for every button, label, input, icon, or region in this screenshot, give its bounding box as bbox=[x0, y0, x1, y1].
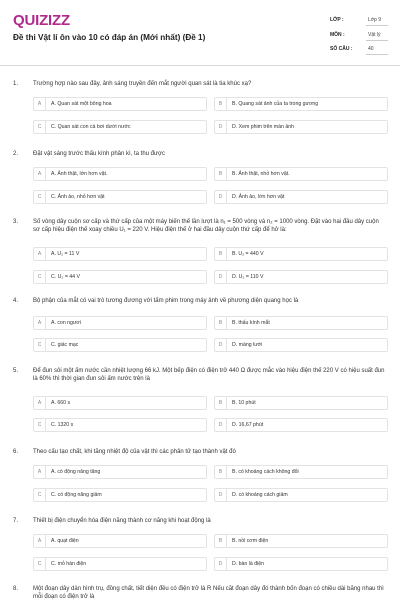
option-text: B. thấu kính mắt bbox=[232, 320, 270, 326]
option-a[interactable] bbox=[33, 316, 207, 330]
question-text: Để đun sôi một ấm nước cần nhiệt lượng 66 kJ. Một bếp điện có điện trở 440 Ω được mắc vào hiệu điện thế 220 V có hiệu suất đun là 60% thì thời gian đun sôi ấm nước trên là bbox=[33, 368, 385, 382]
option-text: D. Xem phim trên màn ảnh bbox=[232, 124, 294, 130]
option-letter: A bbox=[34, 168, 46, 180]
option-letter: C bbox=[34, 271, 46, 283]
option-text: B. 10 phút bbox=[232, 400, 256, 406]
option-letter: A bbox=[34, 248, 46, 260]
option-text: C. Ảnh ảo, nhỏ hơn vật bbox=[51, 194, 105, 200]
option-letter: D bbox=[215, 558, 227, 570]
option-letter: B bbox=[215, 98, 227, 110]
meta-subject-value: Vật lý bbox=[368, 32, 381, 38]
option-text: D. màng lưới bbox=[232, 342, 263, 348]
option-c[interactable] bbox=[33, 120, 207, 134]
option-letter: C bbox=[34, 419, 46, 431]
option-d[interactable] bbox=[214, 270, 388, 284]
option-b[interactable] bbox=[214, 247, 388, 261]
option-d[interactable] bbox=[214, 120, 388, 134]
option-text: C. Quan sát con cá bơi dưới nước bbox=[51, 124, 131, 130]
option-b[interactable] bbox=[214, 465, 388, 479]
question-number: 8. bbox=[13, 586, 19, 592]
option-d[interactable] bbox=[214, 338, 388, 352]
option-text: C. giác mạc bbox=[51, 342, 79, 348]
option-text: C. U₂ = 44 V bbox=[51, 274, 80, 280]
option-a[interactable] bbox=[33, 534, 207, 548]
question-text: Số vòng dây cuộn sơ cấp và thứ cấp của một máy biến thế lần lượt là n₁ = 500 vòng và n₂ = 1000 vòng. Đặt vào hai đầu dây cuộn sơ cấp hiệu điện thế xoay chiều U₁ = 220 V. Hiệu điện thế ở hai đầu dây cuộn thứ cấp để hở là: bbox=[33, 219, 379, 233]
option-letter: C bbox=[34, 489, 46, 501]
option-letter: A bbox=[34, 397, 46, 409]
option-a[interactable] bbox=[33, 167, 207, 181]
question-text: Bộ phận của mắt có vai trò tương đương với tấm phim trong máy ảnh về phương diện quang học là bbox=[33, 298, 299, 304]
option-letter: C bbox=[34, 121, 46, 133]
option-letter: B bbox=[215, 397, 227, 409]
question-number: 7. bbox=[13, 518, 19, 524]
option-d[interactable] bbox=[214, 418, 388, 432]
question-text: Đặt vật sáng trước thấu kính phân kì, ta thu được bbox=[33, 151, 165, 157]
option-letter: B bbox=[215, 317, 227, 329]
question-number: 6. bbox=[13, 449, 19, 455]
option-b[interactable] bbox=[214, 534, 388, 548]
option-letter: B bbox=[215, 466, 227, 478]
option-c[interactable] bbox=[33, 488, 207, 502]
option-a[interactable] bbox=[33, 97, 207, 111]
option-letter: A bbox=[34, 98, 46, 110]
option-text: D. Ảnh ảo, lớn hơn vật bbox=[232, 194, 285, 200]
option-letter: D bbox=[215, 419, 227, 431]
header-divider bbox=[0, 65, 400, 66]
option-letter: A bbox=[34, 466, 46, 478]
option-b[interactable] bbox=[214, 97, 388, 111]
option-text: C. mỏ hàn điện bbox=[51, 561, 87, 567]
option-c[interactable] bbox=[33, 190, 207, 204]
option-letter: C bbox=[34, 558, 46, 570]
option-text: A. Quan sát một bông hoa bbox=[51, 101, 112, 107]
question-8 bbox=[0, 585, 400, 600]
option-letter: A bbox=[34, 317, 46, 329]
question-number: 3. bbox=[13, 219, 19, 225]
option-d[interactable] bbox=[214, 557, 388, 571]
option-letter: D bbox=[215, 339, 227, 351]
option-text: B. nồi cơm điện bbox=[232, 538, 269, 544]
option-a[interactable] bbox=[33, 396, 207, 410]
option-letter: C bbox=[34, 191, 46, 203]
option-letter: B bbox=[215, 535, 227, 547]
option-b[interactable] bbox=[214, 396, 388, 410]
quizizz-logo: QUIZIZZ bbox=[13, 12, 70, 29]
option-text: D. U₂ = 110 V bbox=[232, 274, 264, 280]
question-number: 5. bbox=[13, 368, 19, 374]
question-number: 1. bbox=[13, 81, 19, 87]
option-a[interactable] bbox=[33, 465, 207, 479]
question-number: 2. bbox=[13, 151, 19, 157]
question-number: 4. bbox=[13, 298, 19, 304]
option-text: D. bàn là điện bbox=[232, 561, 265, 567]
meta-count-value: 40 bbox=[368, 46, 374, 52]
option-letter: D bbox=[215, 489, 227, 501]
option-c[interactable] bbox=[33, 418, 207, 432]
option-letter: C bbox=[34, 339, 46, 351]
question-text: Thiết bị điện chuyển hóa điện năng thành cơ năng khi hoạt động là bbox=[33, 518, 211, 524]
option-text: B. có khoảng cách không đổi bbox=[232, 469, 299, 475]
worksheet-header bbox=[0, 0, 400, 66]
option-text: B. Ảnh thật, nhỏ hơn vật. bbox=[232, 171, 290, 177]
option-text: B. Quang sát ảnh của ta trong gương bbox=[232, 101, 319, 107]
option-text: A. có động năng tăng bbox=[51, 469, 101, 475]
option-c[interactable] bbox=[33, 338, 207, 352]
question-text: Một đoạn dây dẫn hình trụ, đồng chất, tiết diện đều có điện trở là R Nếu cắt đoạn dây đó thành bốn đoạn có chiều dài bằng nhau thì mỗi đoạn có điện trở là bbox=[33, 586, 384, 600]
option-letter: D bbox=[215, 121, 227, 133]
option-text: C. 1320 s bbox=[51, 422, 74, 428]
option-letter: B bbox=[215, 168, 227, 180]
option-text: A. 660 s bbox=[51, 400, 71, 406]
question-text: Trường hợp nào sau đây, ảnh sáng truyền đến mắt người quan sát là tia khúc xạ? bbox=[33, 81, 252, 87]
meta-subject-label: MÔN : bbox=[330, 32, 345, 38]
option-text: A. U₂ = 11 V bbox=[51, 251, 80, 257]
option-text: A. Ảnh thật, lớn hơn vật. bbox=[51, 171, 108, 177]
option-letter: A bbox=[34, 535, 46, 547]
meta-count-label: SỐ CÂU : bbox=[330, 46, 353, 52]
option-letter: D bbox=[215, 191, 227, 203]
option-text: B. U₂ = 440 V bbox=[232, 251, 264, 257]
option-b[interactable] bbox=[214, 316, 388, 330]
option-text: C. có động năng giảm bbox=[51, 492, 102, 498]
option-a[interactable] bbox=[33, 247, 207, 261]
worksheet-title: Đề thi Vật lí ôn vào 10 có đáp án (Mới nhất) (Đề 1) bbox=[13, 33, 206, 42]
meta-grade-value: Lớp 9 bbox=[368, 17, 382, 23]
option-text: A. con ngươi bbox=[51, 320, 81, 326]
option-b[interactable] bbox=[214, 167, 388, 181]
meta-grade-label: LỚP : bbox=[330, 17, 344, 23]
option-letter: B bbox=[215, 248, 227, 260]
option-d[interactable] bbox=[214, 190, 388, 204]
option-c[interactable] bbox=[33, 270, 207, 284]
option-text: D. 16,67 phút bbox=[232, 422, 264, 428]
option-d[interactable] bbox=[214, 488, 388, 502]
option-letter: D bbox=[215, 271, 227, 283]
option-text: A. quạt điện bbox=[51, 538, 79, 544]
option-text: D. có khoảng cách giảm bbox=[232, 492, 288, 498]
question-text: Theo cấu tạo chất, khi tăng nhiệt độ của vật thì các phân tử tạo thành vật đó bbox=[33, 449, 236, 455]
option-c[interactable] bbox=[33, 557, 207, 571]
